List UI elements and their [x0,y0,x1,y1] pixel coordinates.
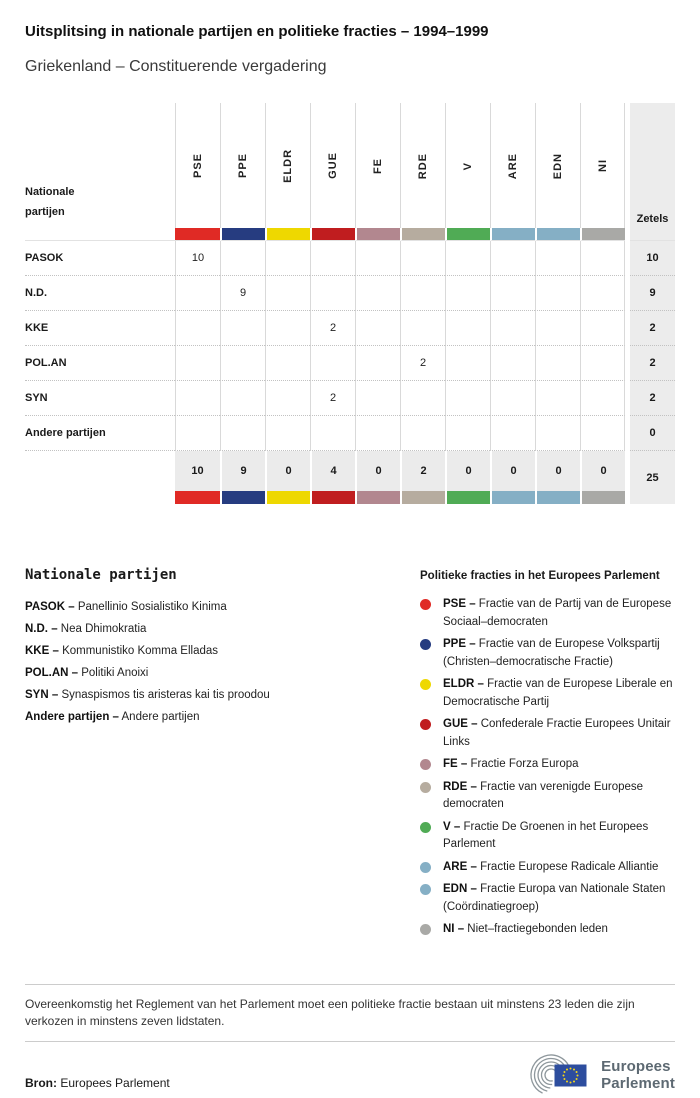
seat-count-cell [220,416,265,451]
group-name: Fractie van de Europese Liberale en Democratische Partij [443,678,673,708]
group-description [443,756,678,774]
seat-count-cell [535,416,580,451]
source-value: Europees Parlement [60,1075,170,1090]
party-name: Nea Dhimokratia [57,623,147,636]
divider [25,1041,675,1042]
header-underline [25,228,175,241]
political-group-legend-item [420,716,678,751]
political-group-legend-item [420,859,678,877]
party-code: KKE – [25,645,59,658]
group-color-dot-icon [420,719,431,730]
seat-count-cell [175,346,220,381]
group-name: Fractie van de Partij van de Europese Sociaal–democraten [443,598,672,628]
party-total-seats: 2 [630,381,675,416]
hemicycle-flag-icon [526,1052,592,1098]
group-code: ELDR – [443,678,484,691]
group-name: Fractie Forza Europa [467,758,579,771]
column-header-PPE [220,103,265,228]
seat-count-cell [580,416,625,451]
group-total-color-bar-NI [580,491,625,504]
group-total-color-bar-ARE [490,491,535,504]
seat-count-cell [355,276,400,311]
source-text [25,1076,170,1090]
party-total-seats: 2 [630,311,675,346]
group-code: ARE – [443,860,477,873]
party-total-seats: 10 [630,241,675,276]
group-total-color-bar-ELDR [265,491,310,504]
group-code: GUE – [443,718,478,731]
logo-line-1: Europees [601,1057,671,1075]
group-color-dot-icon [420,822,431,833]
group-total: 0 [445,451,490,491]
group-color-dot-icon [420,679,431,690]
group-name: Fractie Europese Radicale Alliantie [476,860,659,873]
group-color-bar-ELDR [265,228,310,241]
seat-count-cell [355,311,400,346]
seat-count-cell: 2 [310,311,355,346]
seat-count-cell [490,381,535,416]
row-header-label [25,103,175,228]
seat-count-cell [220,311,265,346]
group-color-bar-PPE [220,228,265,241]
group-description [443,859,678,877]
party-code: PASOK – [25,601,75,614]
group-code: NI – [443,923,465,936]
column-header-label: EDN [552,152,564,179]
seat-count-cell [175,381,220,416]
group-total: 4 [310,451,355,491]
row-header-label-text: Nationale partijen [25,186,75,219]
national-party-legend-item [25,618,420,640]
group-color-bar-EDN [535,228,580,241]
national-party-legend-item [25,706,420,728]
column-header-label: PPE [237,153,249,179]
group-color-dot-icon [420,639,431,650]
party-code: Andere partijen – [25,711,119,724]
national-party-legend-item [25,684,420,706]
group-total: 0 [490,451,535,491]
group-color-bar-RDE [400,228,445,241]
column-header-ELDR [265,103,310,228]
seat-count-cell [490,416,535,451]
political-groups-legend [420,567,678,944]
political-group-legend-item [420,779,678,814]
seat-count-cell [490,311,535,346]
source-row [25,1052,675,1098]
group-color-dot-icon [420,599,431,610]
seat-count-cell: 9 [220,276,265,311]
column-header-V [445,103,490,228]
seat-count-cell [535,346,580,381]
seat-count-cell: 2 [400,346,445,381]
political-groups-legend-heading: Politieke fracties in het Europees Parlement [420,570,660,583]
eu-parliament-logo [526,1052,675,1098]
party-label: POL.AN [25,346,175,381]
column-header-label: PSE [192,153,204,179]
group-code: FE – [443,758,468,771]
group-description [443,636,678,671]
group-total: 2 [400,451,445,491]
seat-count-cell [580,311,625,346]
page-subtitle: Griekenland – Constituerende vergadering [25,57,327,75]
party-total-seats: 0 [630,416,675,451]
group-name: Fractie Europa van Nationale Staten (Coördinatiegroep) [443,883,666,913]
seat-count-cell [355,381,400,416]
column-header-label: RDE [417,152,429,179]
group-color-dot-icon [420,862,431,873]
national-parties-legend [25,567,420,944]
seat-count-cell [355,241,400,276]
column-header-ARE [490,103,535,228]
column-header-GUE [310,103,355,228]
seat-count-cell [265,241,310,276]
seat-count-cell [580,346,625,381]
group-code: PPE – [443,638,476,651]
group-total: 0 [265,451,310,491]
seat-count-cell [535,381,580,416]
party-label: SYN [25,381,175,416]
seat-count-cell [445,381,490,416]
group-color-bar-GUE [310,228,355,241]
seat-count-cell [265,346,310,381]
group-total-color-bar-PPE [220,491,265,504]
column-header-RDE [400,103,445,228]
party-name: Andere partijen [118,711,200,724]
group-description [443,819,678,854]
group-name: Fractie van de Europese Volkspartij (Christen–democratische Fractie) [443,638,660,668]
seat-count-cell [535,276,580,311]
group-color-bar-ARE [490,228,535,241]
seat-count-cell [400,241,445,276]
seat-count-cell [580,381,625,416]
group-color-dot-icon [420,782,431,793]
seat-count-cell [175,276,220,311]
seat-count-cell [445,276,490,311]
national-party-legend-item [25,596,420,618]
group-code: V – [443,820,461,833]
seat-count-cell [400,381,445,416]
seat-count-cell [490,276,535,311]
political-group-legend-item [420,676,678,711]
political-groups-legend-list [420,596,678,939]
seat-count-cell [535,241,580,276]
seat-count-cell [355,416,400,451]
seat-count-cell [445,311,490,346]
group-color-bar-V [445,228,490,241]
seat-count-cell [310,241,355,276]
seat-count-cell [175,311,220,346]
group-color-dot-icon [420,759,431,770]
group-code: PSE – [443,598,476,611]
group-description [443,921,678,939]
group-description [443,881,678,916]
total-seats: 25 [630,451,675,504]
column-header-FE [355,103,400,228]
group-total: 10 [175,451,220,491]
seat-count-cell: 10 [175,241,220,276]
seats-column-header: Zetels [630,103,675,228]
seats-column-bg [630,228,675,241]
group-code: EDN – [443,883,477,896]
seats-table [25,103,675,504]
group-color-bar-FE [355,228,400,241]
party-total-seats: 2 [630,346,675,381]
seat-count-cell [580,241,625,276]
seat-count-cell [220,346,265,381]
group-color-bar-NI [580,228,625,241]
party-label: N.D. [25,276,175,311]
political-group-legend-item [420,636,678,671]
logo-text [601,1058,675,1092]
party-code: SYN – [25,689,59,702]
group-total: 0 [355,451,400,491]
logo-line-2: Parlement [601,1074,675,1092]
page-title: Uitsplitsing in nationale partijen en politieke fracties – 1994–1999 [25,23,489,40]
seat-count-cell [490,346,535,381]
political-group-legend-item [420,921,678,939]
seat-count-cell [310,346,355,381]
column-header-label: ELDR [282,148,294,183]
group-total-color-bar-V [445,491,490,504]
column-header-label: V [462,161,474,170]
column-header-label: FE [372,157,384,174]
source-label: Bron: [25,1075,57,1090]
seat-count-cell [265,381,310,416]
column-header-label: ARE [507,152,519,179]
group-name: Fractie De Groenen in het Europees Parlement [443,820,649,851]
seat-count-cell [445,416,490,451]
group-description [443,596,678,631]
seat-count-cell [535,311,580,346]
seat-count-cell [400,276,445,311]
group-total-color-bar-PSE [175,491,220,504]
party-total-seats: 9 [630,276,675,311]
seat-count-cell [355,346,400,381]
group-name: Confederale Fractie Europees Unitair Links [443,718,671,748]
seat-count-cell [445,241,490,276]
group-total: 0 [535,451,580,491]
seat-count-cell: 2 [310,381,355,416]
seat-count-cell [220,381,265,416]
seat-count-cell [490,241,535,276]
group-color-dot-icon [420,884,431,895]
political-group-legend-item [420,756,678,774]
party-name: Kommunistiko Komma Elladas [58,645,219,658]
group-total: 9 [220,451,265,491]
footnote-text: Overeenkomstig het Reglement van het Parlement moet een politieke fractie bestaan uit minstens 23 leden die zijn verkozen in minstens zeven lidstaten. [25,996,635,1028]
group-description [443,676,678,711]
party-code: N.D. – [25,623,58,636]
column-header-PSE [175,103,220,228]
group-color-dot-icon [420,924,431,935]
seat-count-cell [265,276,310,311]
seat-count-cell [400,416,445,451]
group-description [443,779,678,814]
seat-count-cell [310,276,355,311]
seat-count-cell [400,311,445,346]
seat-count-cell [580,276,625,311]
column-header-EDN [535,103,580,228]
political-group-legend-item [420,819,678,854]
seat-count-cell [175,416,220,451]
party-label: KKE [25,311,175,346]
group-total: 0 [580,451,625,491]
group-name: Niet–fractiegebonden leden [464,923,608,936]
column-header-label: GUE [327,152,339,180]
column-header-label: NI [596,159,609,173]
group-color-bar-PSE [175,228,220,241]
column-header-NI [580,103,625,228]
national-party-legend-item [25,662,420,684]
national-parties-legend-heading: Nationale partijen [25,567,177,584]
party-name: Synaspismos tis aristeras kai tis proodou [58,689,270,702]
group-total-color-bar-RDE [400,491,445,504]
group-description [443,716,678,751]
party-label: Andere partijen [25,416,175,451]
party-label: PASOK [25,241,175,276]
legends [25,567,675,944]
national-parties-legend-list [25,596,420,728]
group-total-color-bar-GUE [310,491,355,504]
seat-count-cell [310,416,355,451]
seat-count-cell [265,311,310,346]
political-group-legend-item [420,881,678,916]
party-name: Panellinio Sosialistiko Kinima [74,601,227,614]
group-total-color-bar-EDN [535,491,580,504]
seat-count-cell [220,241,265,276]
party-name: Politiki Anoixi [78,667,149,680]
seat-count-cell [265,416,310,451]
national-party-legend-item [25,640,420,662]
party-code: POL.AN – [25,667,79,680]
group-code: RDE – [443,780,477,793]
group-name: Fractie van verenigde Europese democraten [443,780,644,811]
group-total-color-bar-FE [355,491,400,504]
seat-count-cell [445,346,490,381]
divider [25,984,675,985]
political-group-legend-item [420,596,678,631]
